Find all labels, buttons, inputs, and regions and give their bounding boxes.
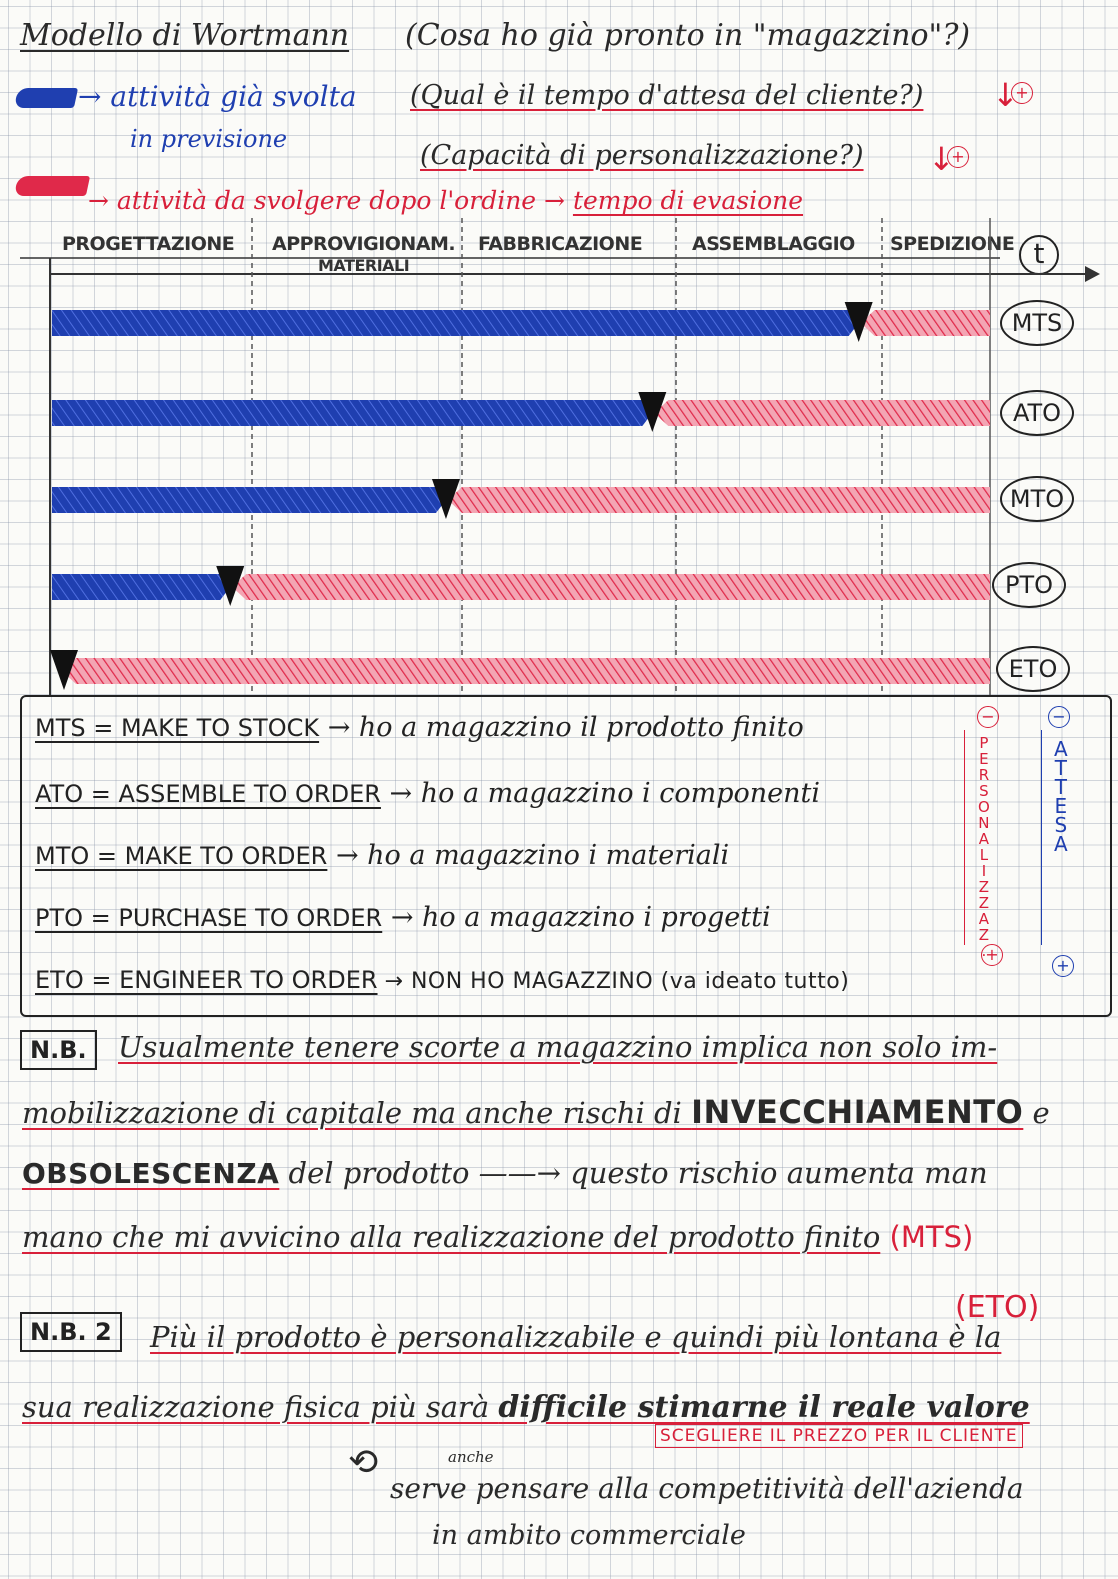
wait-plus-icon: + (1011, 82, 1033, 104)
mode-bubble-mts: MTS (1000, 300, 1074, 346)
definition-pto: PTO = PURCHASE TO ORDER → ho a magazzino i progetti (35, 902, 771, 933)
bar-todo-ato (654, 400, 990, 426)
timeline-chart (0, 0, 1118, 700)
wait-minus-icon: − (1048, 706, 1070, 728)
phase-spedizione: SPEDIZIONE (890, 233, 1015, 255)
bar-todo-eto (62, 658, 990, 684)
definition-eto: ETO = ENGINEER TO ORDER → NON HO MAGAZZINO (va ideato tutto) (35, 966, 850, 994)
wait-axis-label: A T T E S A (1054, 737, 1068, 856)
personalization-axis-label: P E R S O N A L I Z Z A Z . (978, 734, 990, 960)
nb-2-label: N.B. 2 (20, 1312, 122, 1352)
bar-done-mto (52, 487, 446, 513)
mode-bubble-mto: MTO (1000, 476, 1074, 522)
phase-assemblaggio: ASSEMBLAGGIO (692, 233, 855, 255)
phase-fabbricazione: FABBRICAZIONE (478, 233, 643, 255)
custom-arrow-icon: ↓ (928, 140, 955, 178)
nb-2-tag: (ETO) (955, 1290, 1040, 1325)
definition-ato: ATO = ASSEMBLE TO ORDER → ho a magazzino i componenti (35, 778, 821, 809)
phase-approvvigionamento-2: MATERIALI (318, 256, 410, 275)
custom-plus-icon: + (947, 146, 969, 168)
mode-bubble-eto: ETO (996, 646, 1070, 692)
mode-bubble-pto: PTO (992, 562, 1066, 608)
red-legend-label: → attività da svolgere dopo l'ordine → tempo di evasione (88, 186, 804, 215)
nb-2-anche: anche (448, 1448, 494, 1466)
definition-mto: MTO = MAKE TO ORDER → ho a magazzino i materiali (35, 840, 730, 871)
bar-done-ato (52, 400, 652, 426)
phase-grid (20, 218, 1100, 695)
personalization-axis-line (964, 730, 965, 945)
phase-progettazione: PROGETTAZIONE (62, 233, 235, 255)
blue-legend-label-2: in previsione (130, 125, 288, 153)
bar-done-mts (52, 310, 859, 336)
nb-2-price-box: SCEGLIERE IL PREZZO PER IL CLIENTE (655, 1424, 1023, 1448)
nb-1-line-3: OBSOLESCENZA del prodotto ——→ questo rischio aumenta man (22, 1156, 988, 1190)
nb-2-line-1: Più il prodotto è personalizzabile e quindi più lontana è la (150, 1320, 1002, 1354)
wait-arrow-icon: ↓ (992, 76, 1019, 114)
bar-todo-mts (861, 310, 990, 336)
time-axis-arrow (1085, 266, 1100, 282)
nb-2-line-4: in ambito commerciale (432, 1520, 746, 1551)
bar-todo-mto (448, 487, 990, 513)
personalization-plus-icon: + (981, 944, 1003, 966)
nb-2-line-2: sua realizzazione fisica più sarà difficile stimarne il reale valore (22, 1390, 1030, 1425)
nb-1-line-2: mobilizzazione di capitale ma anche rischi di INVECCHIAMENTO e (22, 1093, 1050, 1131)
nb-2-line-3: serve pensare alla competitività dell'azienda (390, 1472, 1024, 1505)
mode-bubble-ato: ATO (1000, 390, 1074, 436)
wait-axis-plus-icon: + (1052, 955, 1074, 977)
definition-mts: MTS = MAKE TO STOCK → ho a magazzino il prodotto finito (35, 712, 804, 743)
question-customization: (Capacità di personalizzazione?) (420, 140, 864, 171)
bar-todo-pto (232, 574, 990, 600)
wait-axis-line (1041, 730, 1042, 945)
blue-legend-label: → attività già svolta (78, 80, 357, 113)
return-arrow-icon: ⟲ (348, 1442, 379, 1483)
page-title: Modello di Wortmann (20, 18, 350, 53)
nb-1-line-1: Usualmente tenere scorte a magazzino implica non solo im- (118, 1030, 998, 1064)
time-symbol: t (1019, 235, 1059, 275)
header-note: (Cosa ho già pronto in "magazzino"?) (405, 18, 971, 53)
question-wait: (Qual è il tempo d'attesa del cliente?) (410, 80, 924, 111)
personalization-minus-icon: − (977, 706, 999, 728)
nb-1-line-4: mano che mi avvicino alla realizzazione del prodotto finito (MTS) (22, 1220, 974, 1254)
nb-1-label: N.B. (20, 1030, 97, 1070)
bar-done-pto (52, 574, 230, 600)
phase-approvvigionamento: APPROVIGIONAM. (272, 233, 456, 255)
